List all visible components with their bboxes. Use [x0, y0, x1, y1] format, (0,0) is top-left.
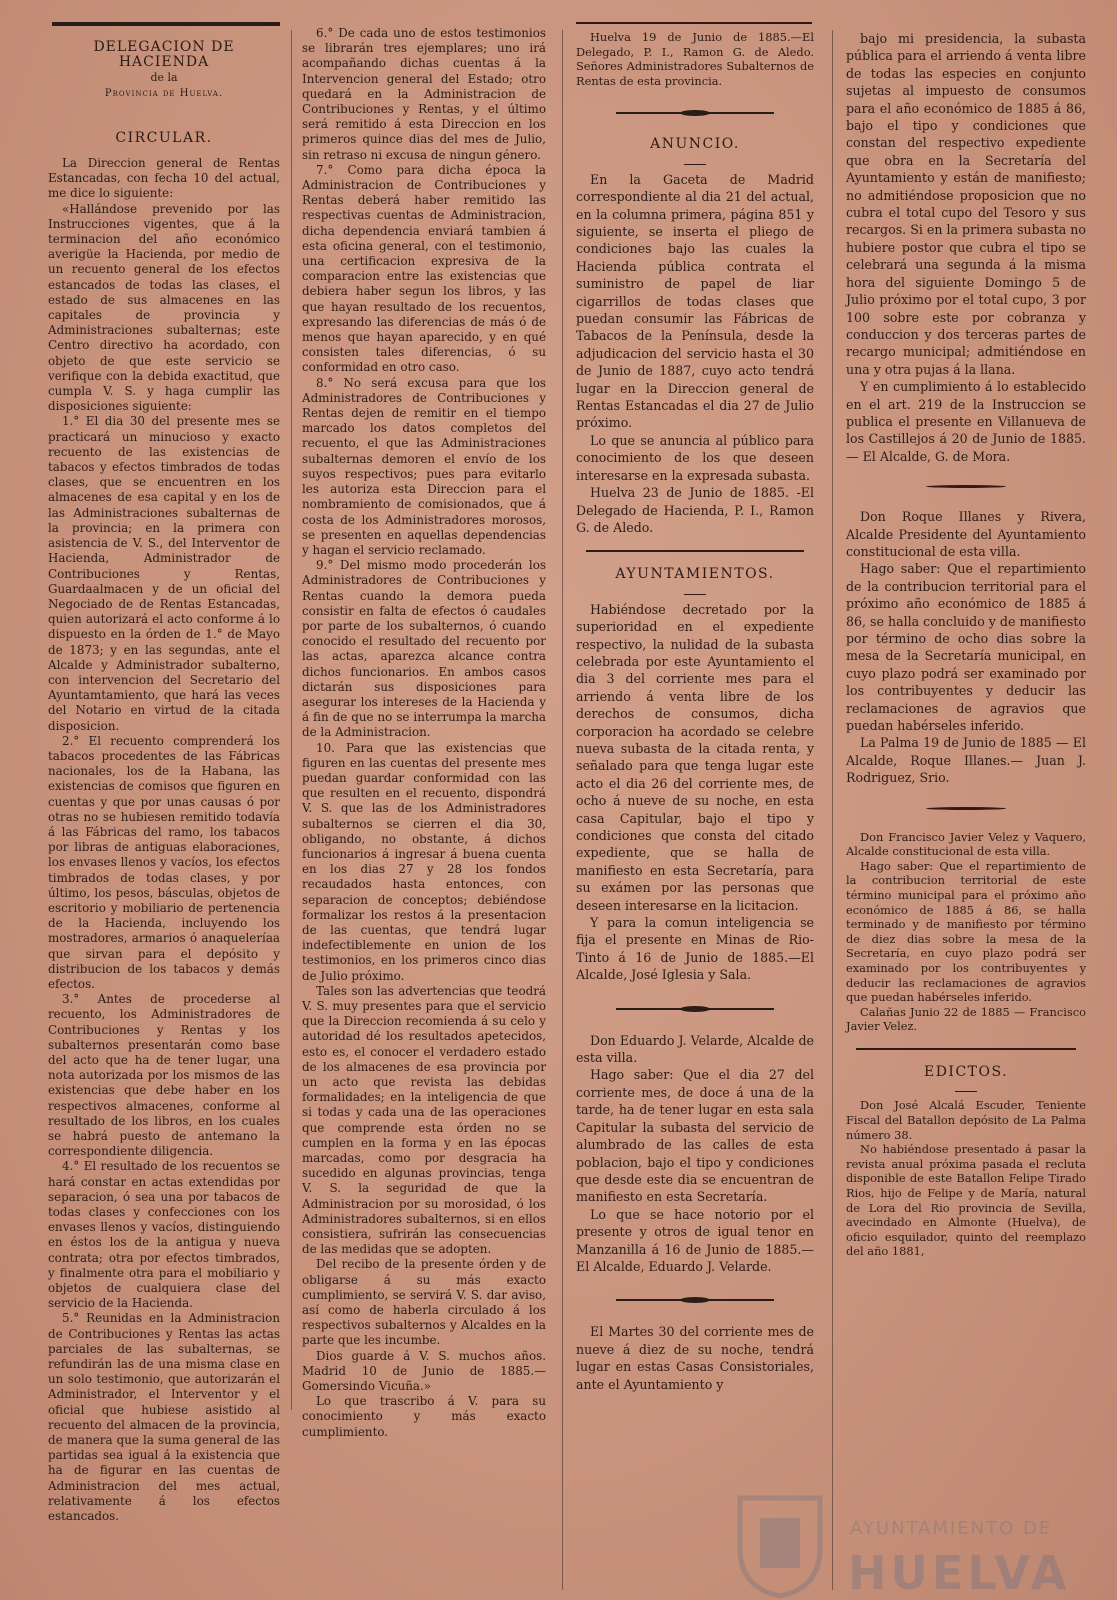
paragraph: bajo mi presidencia, la subasta pública para el arriendo á venta libre de todas las especies en conjunto sujetas al impuesto de consumos para el año económico de 1885 á 86, bajo el tipo y condiciones que constan del respectivo expediente que obra en la Secretaría del Ayuntamiento y están de manifiesto; no admitiéndose proposicion que no cubra el total cupo del Tesoro y sus recargos. Si en la primera subasta no hubiere postor que cubra el tipo se celebrará una segunda á la misma hora del siguiente Domingo 5 de Julio próximo por el total cupo, 3 por 100 sobre este por cobranza y conduccion y dos terceras partes de recargo municipal; admitiéndose en una y otra pujas á la llana.	[846, 31, 1086, 377]
column-1	[48, 22, 280, 1524]
section-heading-anuncio: ANUNCIO.	[650, 136, 740, 153]
paragraph: 9.° Del mismo modo procederán los Administradores de Contribuciones y Rentas cuando la demora pueda consistir en falta de efectos ó caudales por parte de los subalternos, ó cuando conocido el resultado del recuento por las actas, aparezca alcance contra dichos funcionarios. En ambos casos dictarán sus disposiciones para asegurar los intereses de la Hacienda y á fin de que no se interrumpa la marcha de la Administracion.	[302, 558, 546, 740]
ornament-divider	[616, 1008, 774, 1010]
paragraph: 6.° De cada uno de estos testimonios se librarán tres ejemplares; uno irá acompañando dichas cuentas á la Intervencion general del Estado; otro quedará en la Administracion de Contribuciones y Rentas, y el último será remitido á esta Direccion en los primeros quince dias del mes de Julio, sin retraso ni excusa de ningun género.	[302, 26, 546, 162]
edict-block	[846, 1098, 1086, 1259]
column-separator	[832, 30, 833, 1590]
paragraph: Don Eduardo J. Velarde, Alcalde de esta villa.	[576, 1032, 814, 1066]
paragraph: Del recibo de la presente órden y de obligarse á su más exacto cumplimiento, se servirá V. S. dar aviso, así como de haberla circulado á los respectivos subalternos y Alcaldes en la parte que les incumbe.	[302, 1257, 546, 1348]
heading-dash	[955, 1091, 977, 1092]
paragraph: «Hallándose prevenido por las Instrucciones vigentes, que á la terminacion del año económico averigüe la Hacienda, por medio de un recuento general de los efectos estancados de todas las clases, el estado de sus almacenes en las capitales de provincia y Administraciones subalternas; este Centro directivo ha acordado, con objeto de que este servicio se verifique con la debida exactitud, que cumpla V. S. y haga cumplir las disposiciones siguiente:	[48, 201, 280, 414]
province-label: Provincia de Huelva.	[104, 87, 224, 99]
paragraph: La Palma 19 de Junio de 1885 — El Alcalde, Roque Illanes.— Juan J. Rodriguez, Srio.	[846, 735, 1086, 786]
paragraph: Huelva 19 de Junio de 1885.—El Delegado, P. I., Ramon G. de Aledo. Señores Administradores Subalternos de Rentas de esta provincia.	[576, 30, 814, 88]
section-heading-ayuntamientos: AYUNTAMIENTOS.	[615, 566, 775, 583]
column-4	[846, 30, 1086, 1259]
paragraph: No habiéndose presentado á pasar la revista anual próxima pasada el recluta disponible de este Batallon Felipe Tirado Rios, hijo de Felipe y de María, natural de Lora del Rio provincia de Sevilla, avecindado en Almonte (Huelva), de oficio esquilador, quinto del reemplazo del año 1881,	[846, 1142, 1086, 1259]
paragraph: Lo que trascribo á V. para su conocimiento y más exacto cumplimiento.	[302, 1394, 546, 1439]
paragraph: 2.° El recuento comprenderá los tabacos procedentes de las Fábricas nacionales, los de la Habana, las existencias de comisos que figuren en cuentas y que por unas causas ó por otras no se hubiesen remitido todavía á las Fábricas del ramo, los tabacos por libras de antiguas elaboraciones, los envases llenos y vacíos, los efectos timbrados de todas clases, y por último, los pesos, básculas, objetos de escritorio y mobiliario de pertenencia de la Hacienda, incluyendo los mostradores, armarios ó anaqueleríaa que sirvan para el depósito y distribucion de los tabacos y demás efectos.	[48, 733, 280, 991]
column-3	[576, 30, 814, 1393]
paragraph: 8.° No será excusa para que los Administradores de Contribuciones y Rentas dejen de remitir en el tiempo marcado los datos completos del recuento, el que las Administraciones subalternas demoren el envío de los suyos respectivos; pues para evitarlo les autoriza esta Direccion para el nombramiento de comisionados, que á costa de los Administradores morosos, se presenten en aquellas dependencias y hagan el servicio reclamado.	[302, 375, 546, 557]
paragraph: El Martes 30 del corriente mes de nueve á diez de su noche, tendrá lugar en estas Casas Consistoriales, ante el Ayuntamiento y	[576, 1324, 814, 1392]
top-rule-col3	[576, 22, 812, 24]
paragraph: Lo que se hace notorio por el presente y otros de igual tenor en Manzanilla á 16 de Junio de 1885.—El Alcalde, Eduardo J. Velarde.	[576, 1206, 814, 1274]
paragraph: Lo que se anuncia al público para conocimiento de los que deseen interesarse en la expresada subasta.	[576, 432, 814, 483]
column-separator	[562, 30, 563, 1590]
section-heading-circular: CIRCULAR.	[115, 129, 213, 146]
paragraph: Calañas Junio 22 de 1885 — Francisco Javier Velez.	[846, 1004, 1086, 1034]
paragraph: Hago saber: Que el repartimiento de la contribucion territorial para el próximo año económico de 1885 á 86, se halla concluido y de manifiesto por término de ocho dias sobre la mesa de la Secretaría municipal, en cuyo plazo podrá ser examinado por los contribuyentes y deducir las reclamaciones de agravios que puedan habérseles inferido.	[846, 561, 1086, 734]
column-separator	[291, 30, 292, 1410]
page-subtitle: de la	[150, 71, 178, 85]
ornament-divider	[616, 1299, 774, 1301]
paragraph: Hago saber: Que el dia 27 del corriente mes, de doce á una de la tarde, ha de tener lugar en esta sala Capitular la subasta del servicio de alumbrado de las calles de esta poblacion, bajo el tipo y condiciones que desde este dia se encuentran de manifiesto en esta Secretaría.	[576, 1067, 814, 1205]
ornament-divider	[926, 807, 1006, 810]
paragraph: Hago saber: Que el repartimiento de la contribucion territorial de este término municipal para el próximo año económico de 1885 á 86, se halla terminado y de manifiesto por término de diez dias sobre la mesa de la Secretaría, en cuyo plazo podrá ser examinado por los contribuyentes y deducir las reclamaciones de agravios que puedan habérseles inferido.	[846, 858, 1086, 1005]
ornament-divider	[616, 112, 774, 114]
paragraph: Huelva 23 de Junio de 1885. -El Delegado de Hacienda, P. I., Ramon G. de Aledo.	[576, 485, 814, 535]
section-divider	[586, 550, 804, 552]
paragraph: 1.° El dia 30 del presente mes se practicará un minucioso y exacto recuento de las existencias de tabacos y efectos timbrados de todas clases, que se encuentren en los almacenes de esa capital y en los de las Administraciones subalternas de la provincia; en la primera con asistencia de V. S., del Interventor de Hacienda, Administrador de Contribuciones y Rentas, Guardaalmacen y de un oficial del Negociado de de Rentas Estancadas, quien autorizará el acto conforme á lo dispuesto en la órden de 1.° de Mayo de 1873; y en las segundas, ante el Alcalde y Administrador subalterno, con intervencion del Secretario del Ayuntamtamiento, que hará las veces del Notario en virtud de la citada disposicion.	[48, 414, 280, 733]
heading-dash	[684, 164, 706, 165]
column-2	[302, 26, 546, 1440]
paragraph: Don Francisco Javier Velez y Vaquero, Alcalde constitucional de esta villa.	[846, 829, 1086, 859]
paragraph: Don José Alcalá Escuder, Teniente Fiscal del Batallon depósito de La Palma número 38.	[846, 1098, 1086, 1142]
paragraph: 7.° Como para dicha época la Administracion de Contribuciones y Rentas deberá haber remitido las respectivas cuentas de Administracion, dicha dependencia enviará tambien á esta oficina general, con el testimonio, una certificacion expresiva de la comparacion entre las existencias que debiera haber segun los libros, y las que hayan resultado de los recuentos, expresando las diferencias de más ó de menos que hayan aparecido, y en qué consisten tales diferencias, ó su conformidad en otro caso.	[302, 162, 546, 375]
coat-of-arms-icon	[720, 1488, 840, 1598]
paragraph: 3.° Antes de procederse al recuento, los Administradores de Contribuciones y Rentas y los subalternos presentarán como base del acto que ha de tener lugar, una nota autorizada por los mismos de las existencias que debe haber en los respectivos almacenes, conforme al resultado de los libros, en los cuales se habrá puesto de antemano la correspondiente diligencia.	[48, 992, 280, 1159]
paragraph: Y para la comun inteligencia se fija el presente en Minas de Rio-Tinto á 16 de Junio de 1885.—El Alcalde, José Iglesia y Sala.	[576, 915, 814, 983]
watermark-top-text: AYUNTAMIENTO DE	[850, 1518, 1053, 1539]
paragraph: Dios guarde á V. S. muchos años. Madrid 10 de Junio de 1885.—Gomersindo Vicuña.»	[302, 1348, 546, 1394]
paragraph: En la Gaceta de Madrid correspondiente al dia 21 del actual, en la columna primera, página 851 y siguiente, se inserta el pliego de condiciones bajo las cuales la Hacienda pública contrata el suministro de papel de liar cigarrillos de todas clases que puedan consumir las Fábricas de Tabacos de la Península, desde la adjudicacion del servicio hasta el 30 de Junio de 1887, cuyo acto tendrá lugar en la Direccion general de Rentas Estancadas el dia 27 de Julio próximo.	[576, 171, 814, 431]
paragraph: Habiéndose decretado por la superioridad en el expediente respectivo, la nulidad de la subasta celebrada por este Ayuntamiento el dia 3 del corriente mes para el arriendo á venta libre de los derechos de consumos, dicha corporacion ha acordado se celebre nueva subasta de la citada renta, y señalado para que tenga lugar este acto el dia 26 del corriente mes, de ocho á nueve de su noche, en esta casa Capitular, bajo el tipo y condiciones que consta del citado expediente, que se halla de manifiesto en esta Secretaría, para su exámen por las personas que deseen interesarse en la licitacion.	[576, 601, 814, 913]
section-heading-edictos: EDICTOS.	[923, 1063, 1009, 1080]
paragraph: La Direccion general de Rentas Estancadas, con fecha 10 del actual, me dice lo siguiente:	[48, 156, 280, 201]
paragraph: 4.° El resultado de los recuentos se hará constar en actas extendidas por separacion, ó sea una por tabacos de todas clases y confecciones con los envases llenos y vacíos, distinguiendo en éstos los de la antigua y nueva contrata; otra por efectos timbrados, y finalmente otra para el mobiliario y objetos de cualquiera clase del servicio de la Hacienda.	[48, 1159, 280, 1311]
paragraph: Don Roque Illanes y Rivera, Alcalde Presidente del Ayuntamiento constitucional de esta villa.	[846, 509, 1086, 559]
paragraph: Y en cumplimiento á lo establecido en el art. 219 de la Instruccion se publica el presente en Villanueva de los Castillejos á 20 de Junio de 1885.— El Alcalde, G. de Mora.	[846, 379, 1086, 464]
paragraph: 10. Para que las existencias que figuren en las cuentas del presente mes puedan guardar conformidad con las que resulten en el recuento, dispondrá V. S. que las de los Administradores subalternos se cierren el dia 30, obligando, no obstante, á dichos funcionarios á ingresar á buena cuenta en los dias 27 y 28 los fondos recaudados hasta entonces, con separacion de conceptos; debiéndose formalizar los restos á la presentacion de las cuentas, que tendrá lugar indefectiblemente en union de los testimonios, en los primeros cinco dias de Julio próximo.	[302, 740, 546, 983]
archive-watermark	[716, 1488, 1084, 1598]
section-divider	[856, 1048, 1076, 1050]
paragraph: 5.° Reunidas en la Administracion de Contribuciones y Rentas las actas parciales de las subalternas, se refundirán las de una misma clase en un solo testimonio, que autorizarán el Administrador, el Interventor y el oficial que hubiese asistido al recuento del almacen de la provincia, de manera que la suma general de las partidas sea igual á la existencia que ha de figurar en las cuentas de Administracion del mes actual, relativamente á los efectos estancados.	[48, 1311, 280, 1524]
paragraph: Tales son las advertencias que teodrá V. S. muy presentes para que el servicio que la Direccion recomienda á su celo y autoridad dé los resultados apetecidos, esto es, el conocer el verdadero estado de los almacenes de esa provincia por un acto que revista las debidas formalidades; en la inteligencia de que si todas y cada una de las operaciones que comprende esta órden no se cumplen en la forma y en las épocas marcadas, como por desgracia ha sucedido en algunas provincias, tenga V. S. la seguridad de que la Administracion por su morosidad, ó los Administradores subalternos, si en ellos consistiera, sufrirán las consecuencias de las medidas que se adopten.	[302, 983, 546, 1257]
ornament-divider	[926, 485, 1006, 488]
page-title: DELEGACION DE HACIENDA	[93, 39, 235, 71]
heading-dash	[684, 594, 706, 595]
watermark-word: HUELVA	[848, 1546, 1071, 1600]
